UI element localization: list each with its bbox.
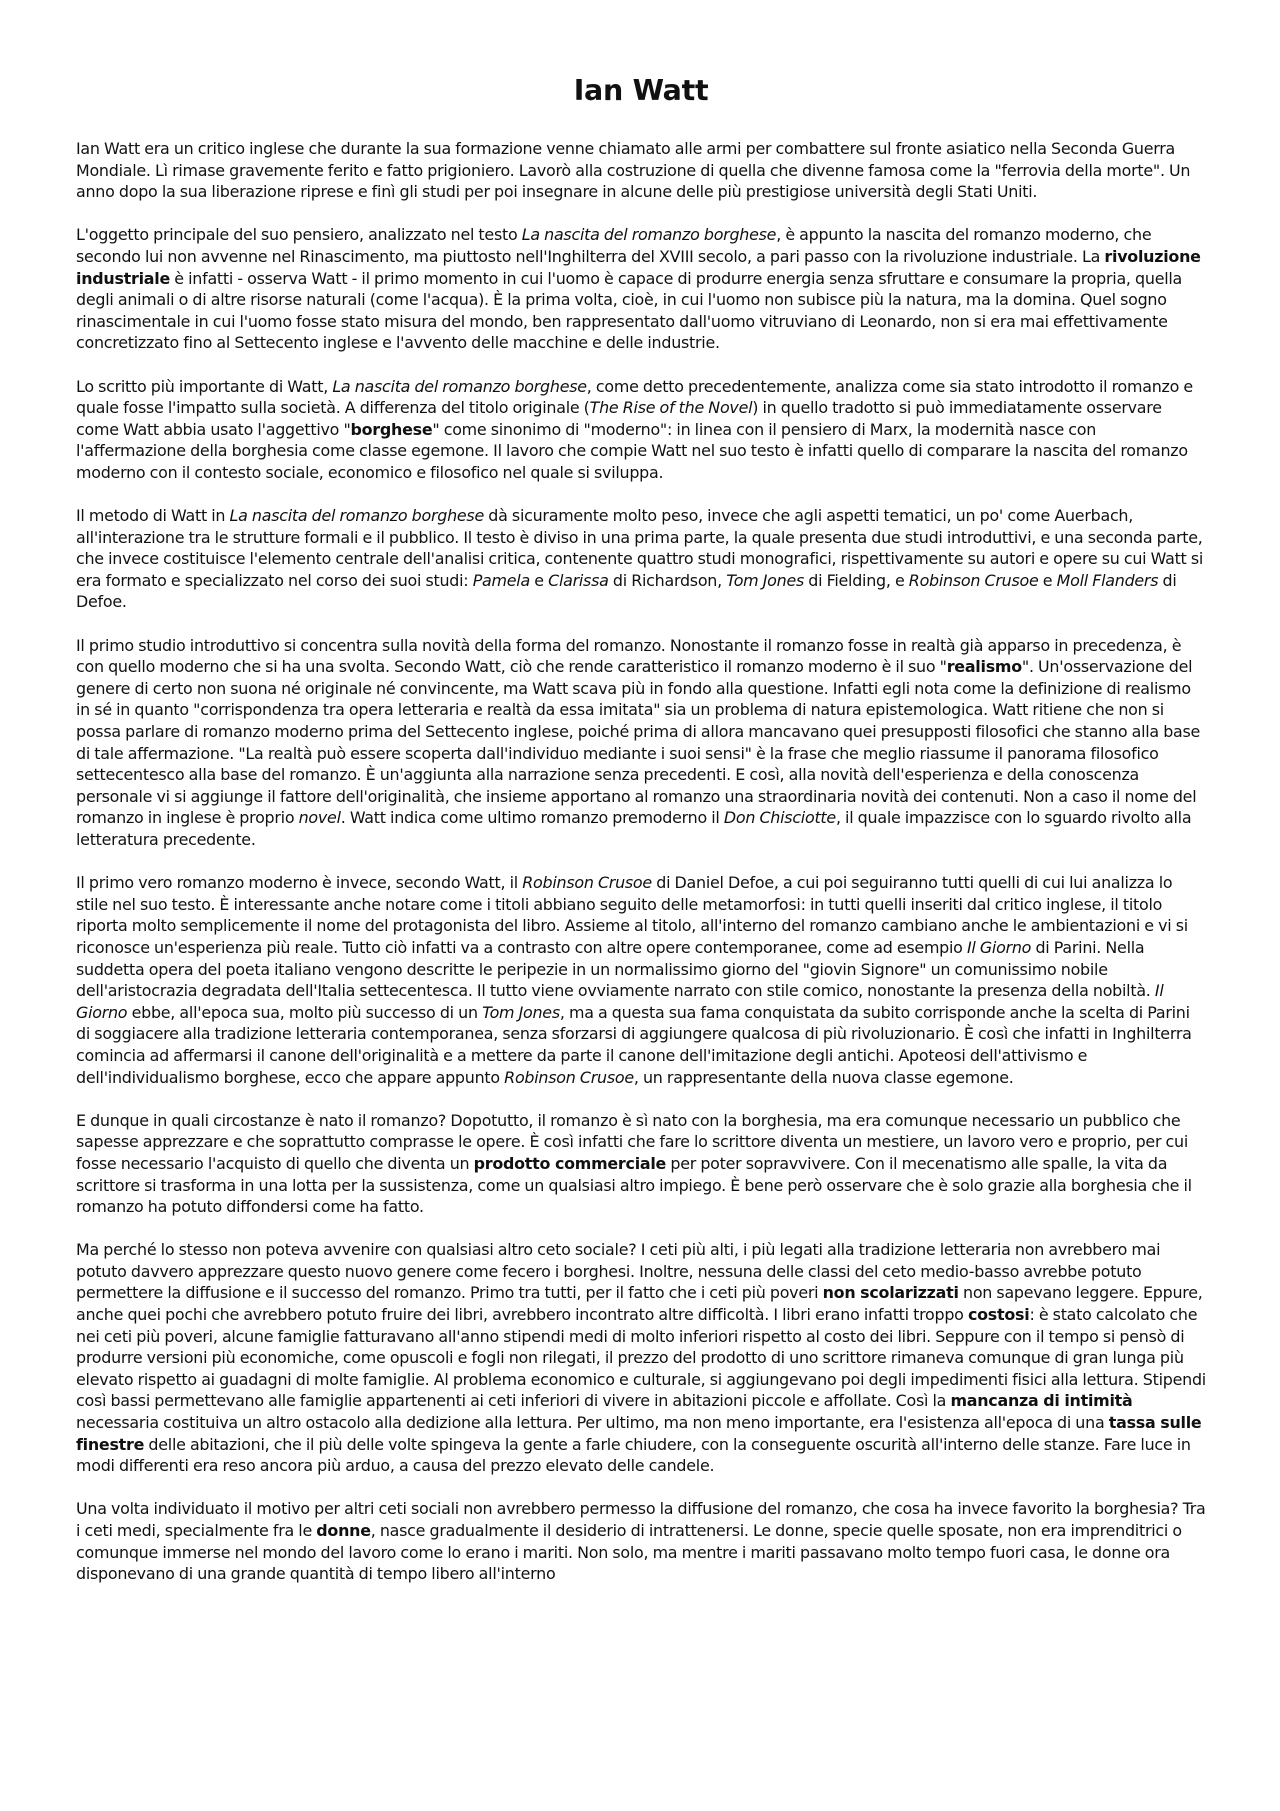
italic-text: La nascita del romanzo borghese: [521, 225, 777, 245]
paragraph: [76, 1498, 1206, 1584]
italic-text: Robinson Crusoe: [908, 570, 1039, 590]
paragraph: [76, 505, 1206, 613]
text-run: Ian Watt era un critico inglese che durante la sua formazione venne chiamato alle armi per combattere sul fronte asiatico nella Seconda Guerra Mondiale. Lì rimase gravemente ferito e fatto prigioniero. Lavorò alla costruzione di quella che divenne famosa come la "ferrovia della morte". Un anno dopo la sua liberazione riprese e finì gli studi per poi insegnare in alcune delle più prestigiose università degli Stati Uniti.: [76, 139, 1191, 202]
text-run: Una volta individuato il motivo per altri ceti sociali non avrebbero permesso la diffusione del romanzo, che cosa ha invece favorito la borghesia? Tra i ceti medi, specialmente fra le: [76, 1499, 1206, 1540]
italic-text: Moll Flanders: [1056, 570, 1159, 590]
text-run: di Parini. Nella suddetta opera del poeta italiano vengono descritte le peripezie in un normalissimo giorno del "giovin Signore" un comunissimo nobile dell'aristocrazia degradata dell'Italia settecentesca. Il tutto viene ovviamente narrato con stile comico, nonostante la presenza della nobiltà.: [76, 937, 1155, 1001]
document-body: [76, 138, 1206, 1585]
text-run: di Daniel Defoe, a cui poi seguiranno tutti quelli di cui lui analizza lo stile nel suo testo. È interessante anche notare come i titoli abbiano seguito delle metamorfosi: in tutti quelli inseriti dal critico inglese, il titolo riporta molto semplicemente il nome del protagonista del libro. Assieme al titolo, all'interno del romanzo cambiano anche le ambientazioni e vi si riconosce un'esperienza più reale. Tutto ciò infatti va a contrasto con altre opere contemporanee, come ad esempio: [76, 873, 1188, 957]
text-run: Il metodo di Watt in: [76, 506, 230, 526]
text-run: non sapevano leggere. Eppure, anche quei pochi che avrebbero potuto fruire dei libri, avrebbero incontrato altre difficoltà. I libri erano infatti troppo: [76, 1283, 1203, 1325]
text-run: delle abitazioni, che il più delle volte spingeva la gente a farle chiudere, con la conseguente oscurità all'interno delle stanze. Fare luce in modi differenti era reso ancora più arduo, a causa del prezzo elevato delle candele.: [76, 1434, 1191, 1476]
text-run: E dunque in quali circostanze è nato il romanzo? Dopotutto, il romanzo è sì nato con la borghesia, ma era comunque necessario un pubblico che sapesse apprezzare e che soprattutto comprasse le opere. È così infatti che fare lo scrittore diventa un mestiere, un lavoro vero e proprio, per cui fosse necessario l'acquisto di quello che diventa un: [76, 1110, 1188, 1173]
italic-text: Il Giorno: [966, 937, 1032, 957]
text-run: Il primo vero romanzo moderno è invece, secondo Watt, il: [76, 873, 523, 893]
text-run: è infatti - osserva Watt - il primo momento in cui l'uomo è capace di produrre energia senza sfruttare e consumare la propria, quella degli animali o di altre risorse naturali (come l'acqua). È la prima volta, cioè, in cui l'uomo non subisce più la natura, ma la domina. Quel sogno rinascimentale in cui l'uomo fosse stato misura del mondo, ben rappresentato dall'uomo vitruviano di Leonardo, non si era mai effettivamente concretizzato fino al Settecento inglese e l'avvento delle macchine e delle industrie.: [76, 268, 1183, 353]
bold-text: borghese: [350, 419, 433, 439]
italic-text: Robinson Crusoe: [522, 873, 652, 893]
text-run: di Fielding, e: [804, 570, 909, 590]
italic-text: Pamela: [472, 570, 530, 590]
text-run: " come sinonimo di "moderno": in linea con il pensiero di Marx, la modernità nasce con l'affermazione della borghesia come classe egemone. Il lavoro che compie Watt nel suo testo è infatti quello di comparare la nascita del romanzo moderno con il contesto sociale, economico e filosofico nel quale si sviluppa.: [76, 419, 1188, 482]
italic-text: Tom Jones: [726, 570, 804, 590]
bold-text: non scolarizzati: [822, 1283, 959, 1303]
italic-text: La nascita del romanzo borghese: [332, 376, 587, 396]
italic-text: Il Giorno: [76, 981, 1164, 1022]
bold-text: costosi: [967, 1305, 1030, 1325]
paragraph: [76, 138, 1206, 203]
text-run: ebbe, all'epoca sua, molto più successo di un: [127, 1002, 483, 1022]
text-run: Il primo studio introduttivo si concentra sulla novità della forma del romanzo. Nonostante il romanzo fosse in realtà già apparso in precedenza, è con quello moderno che si ha una svolta. Secondo Watt, ciò che rende caratteristico il romanzo moderno è il suo ": [76, 635, 1182, 677]
italic-text: La nascita del romanzo borghese: [229, 506, 484, 526]
paragraph: [76, 224, 1206, 354]
italic-text: Don Chisciotte: [723, 808, 836, 828]
text-run: : è stato calcolato che nei ceti più poveri, alcune famiglie fatturavano all'anno stipendi medi di molto inferiori rispetto al costo dei libri. Seppure con il tempo si pensò di produrre versioni più economiche, come opuscoli e fogli non rilegati, il prezzo del prodotto di uno scrittore rimaneva comunque di gran lunga più elevato rispetto ai guadagni di molte famiglie. Al problema economico e culturale, si aggiungevano poi degli impedimenti fisici alla lettura. Stipendi così bassi permettevano alle famiglie appartenenti ai ceti inferiori di vivere in abitazioni piccole e affollate. Così la: [76, 1305, 1206, 1411]
bold-text: prodotto commerciale: [473, 1153, 667, 1173]
text-run: , nasce gradualmente il desiderio di intrattenersi. Le donne, specie quelle sposate, non era imprenditrici o comunque immerse nel mondo del lavoro come lo erano i mariti. Non solo, ma mentre i mariti passavano molto tempo fuori casa, le donne ora disponevano di una grande quantità di tempo libero all'interno: [76, 1521, 1182, 1584]
text-run: necessaria costituiva un altro ostacolo alla dedizione alla lettura. Per ultimo, ma non meno importante, era l'esistenza all'epoca di una: [76, 1413, 1109, 1433]
italic-text: The Rise of the Novel: [589, 398, 753, 418]
italic-text: Tom Jones: [482, 1002, 560, 1022]
bold-text: realismo: [946, 657, 1022, 677]
text-run: ". Un'osservazione del genere di certo non suona né originale né convincente, ma Watt scava più in fondo alla questione. Infatti egli nota come la definizione di realismo in sé in quanto "corrispondenza tra opera letteraria e realtà da essa imitata" sia un problema di natura epistemologica. Watt ritiene che non si possa parlare di romanzo moderno prima del Settecento inglese, poiché prima di allora mancavano quei presupposti filosofici che stanno alla base di tale affermazione. "La realtà può essere scoperta dall'individuo mediante i suoi sensi" è la frase che meglio riassume il panorama filosofico settecentesco alla base del romanzo. È un'aggiunta alla narrazione senza precedenti. E così, alla novità dell'esperienza e della conoscenza personale vi si aggiunge il fattore dell'originalità, che insieme apportano al romanzo una straordinaria novità dei contenuti. Non a caso il nome del romanzo in inglese è proprio: [76, 657, 1201, 828]
text-run: , ma a questa sua fama conquistata da subito corrisponde anche la scelta di Parini di soggiacere alla tradizione letteraria contemporanea, senza sforzarsi di aggiungere qualcosa di più rivoluzionario. È così che infatti in Inghilterra comincia ad affermarsi il canone dell'originalità e a mettere da parte il canone dell'imitazione degli antichi. Apoteosi dell'attivismo e dell'individualismo borghese, ecco che appare appunto: [76, 1002, 1192, 1087]
italic-text: novel: [298, 808, 341, 828]
text-run: . Watt indica come ultimo romanzo premoderno il: [340, 808, 724, 828]
text-run: dà sicuramente molto peso, invece che agli aspetti tematici, un po' come Auerbach, all'interazione tra le strutture formali e il pubblico. Il testo è diviso in una prima parte, la quale presenta due studi introduttivi, e una seconda parte, che invece costituisce l'elemento centrale dell'analisi critica, contenente quattro studi monografici, rispettivamente su autori e opere su cui Watt si era formato e specializzato nel corso dei suoi studi:: [76, 506, 1204, 590]
paragraph: [76, 1239, 1206, 1477]
text-run: Lo scritto più importante di Watt,: [76, 376, 333, 396]
paragraph: [76, 1110, 1206, 1218]
paragraph: [76, 376, 1206, 484]
bold-text: tassa sulle finestre: [76, 1413, 1202, 1454]
paragraph: [76, 872, 1206, 1088]
text-run: per poter sopravvivere. Con il mecenatismo alle spalle, la vita da scrittore si trasforma in una lotta per la sussistenza, come un qualsiasi altro impiego. È bene però osservare che è solo grazie alla borghesia che il romanzo ha potuto diffondersi come ha fatto.: [76, 1153, 1192, 1217]
text-run: , è appunto la nascita del romanzo moderno, che secondo lui non avvenne nel Rinascimento, ma piuttosto nell'Inghilterra del XVIII secolo, a pari passo con la rivoluzione industriale. La: [76, 225, 1152, 266]
bold-text: mancanza di intimità: [950, 1391, 1133, 1411]
document-page: [76, 72, 1206, 1606]
text-run: , un rappresentante della nuova classe egemone.: [633, 1067, 1014, 1087]
text-run: , come detto precedentemente, analizza come sia stato introdotto il romanzo e quale fosse l'impatto sulla società. A differenza del titolo originale (: [76, 376, 1193, 418]
paragraph: [76, 635, 1206, 851]
bold-text: donne: [316, 1521, 371, 1540]
text-run: di Richardson,: [608, 570, 727, 590]
text-run: e: [529, 570, 549, 590]
text-run: e: [1038, 570, 1057, 590]
page-title: Ian Watt: [573, 74, 709, 107]
bold-text: rivoluzione industriale: [76, 246, 1201, 288]
text-run: Ma perché lo stesso non poteva avvenire con qualsiasi altro ceto sociale? I ceti più alti, i più legati alla tradizione letteraria non avrebbero mai potuto davvero apprezzare questo nuovo genere come fecero i borghesi. Inoltre, nessuna delle classi del ceto medio-basso avrebbe potuto permettere la diffusione e il successo del romanzo. Primo tra tutti, per il fatto che i ceti più poveri: [76, 1240, 1161, 1303]
text-run: L'oggetto principale del suo pensiero, analizzato nel testo: [76, 225, 522, 245]
text-run: di Defoe.: [76, 570, 1177, 612]
italic-text: Clarissa: [548, 570, 609, 590]
text-run: , il quale impazzisce con lo sguardo rivolto alla letteratura precedente.: [76, 808, 1192, 849]
text-run: ) in quello tradotto si può immediatamente osservare come Watt abbia usato l'aggettivo ": [76, 398, 1162, 439]
italic-text: Robinson Crusoe: [504, 1067, 634, 1087]
